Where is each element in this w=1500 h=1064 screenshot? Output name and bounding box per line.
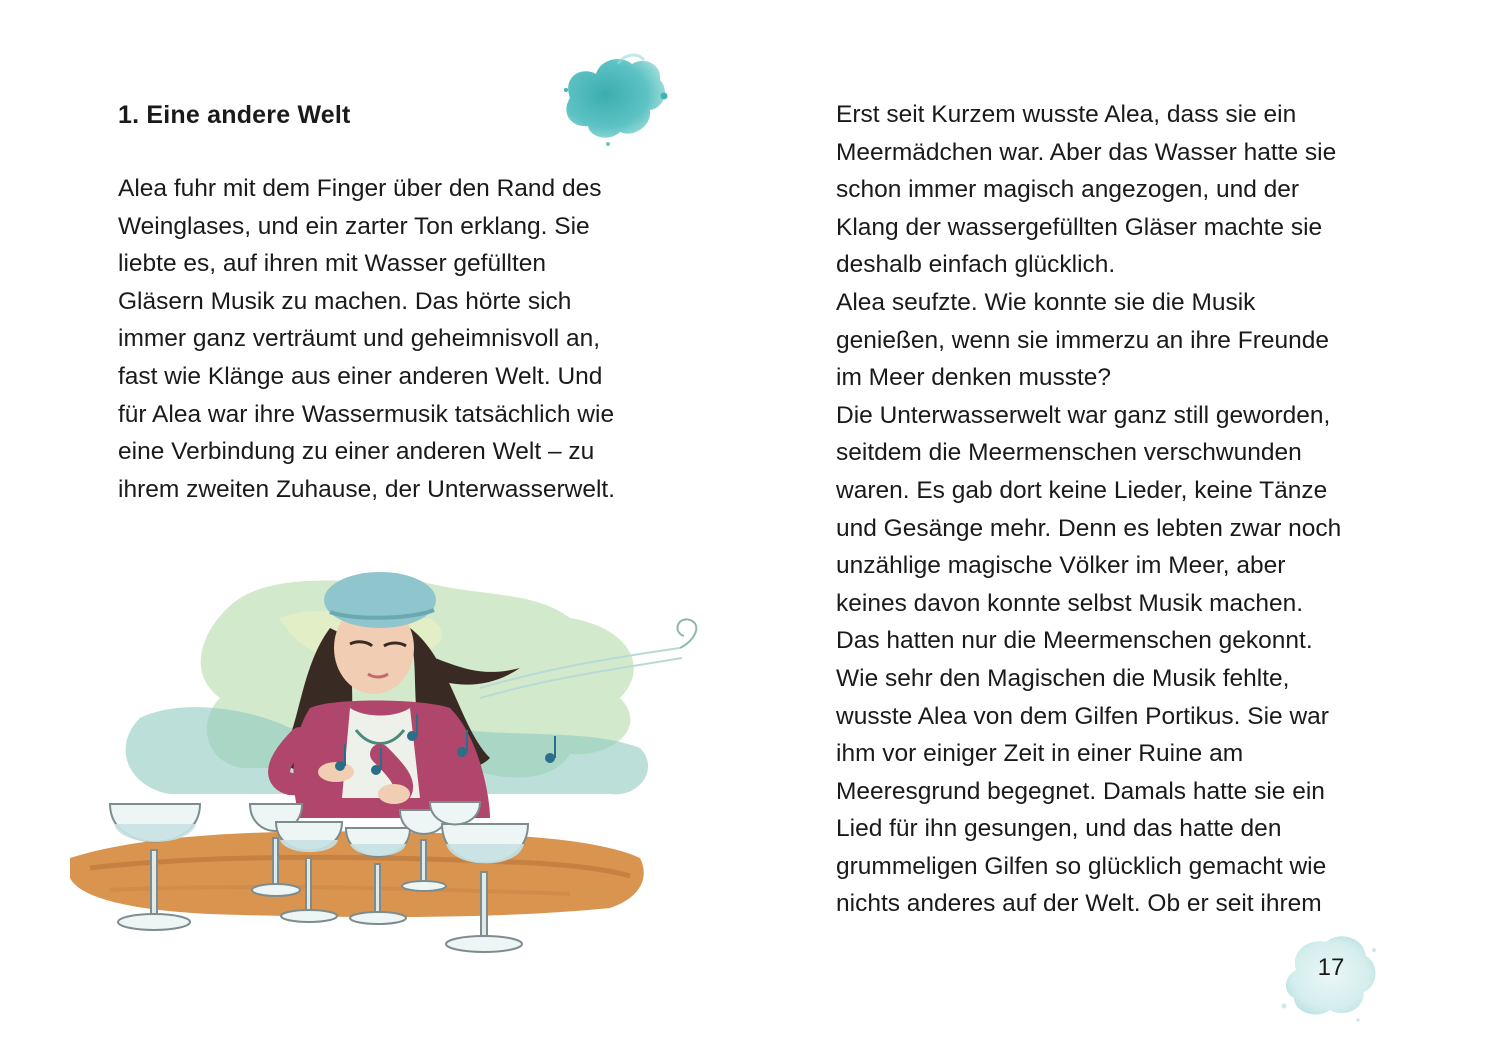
text-line: Alea seufzte. Wie konnte sie die Musik <box>836 288 1256 316</box>
text-line: und Gesänge mehr. Denn es lebten zwar noch <box>836 514 1342 542</box>
chapter-title: 1. Eine andere Welt <box>118 101 351 129</box>
text-line: seitdem die Meermenschen verschwunden <box>836 439 1302 467</box>
turquoise-ink-splash-icon <box>548 46 678 156</box>
text-line: nichts anderes auf der Welt. Ob er seit ihrem <box>836 890 1322 918</box>
text-line: ihrem zweiten Zuhause, der Unterwasserwelt. <box>118 475 616 503</box>
page-number-area <box>1270 920 1390 1030</box>
text-line: keines davon konnte selbst Musik machen. <box>836 589 1304 617</box>
text-line: Klang der wassergefüllten Gläser machte sie <box>836 213 1323 241</box>
text-line: Die Unterwasserwelt war ganz still geworden, <box>836 401 1331 429</box>
text-line: Wie sehr den Magischen die Musik fehlte, <box>836 664 1290 692</box>
text-line: liebte es, auf ihren mit Wasser gefüllten <box>118 250 547 278</box>
text-line: waren. Es gab dort keine Lieder, keine Tänze <box>836 476 1328 504</box>
girl-playing-water-glasses-illustration <box>50 558 710 988</box>
text-line: grummeligen Gilfen so glücklich gemacht wie <box>836 852 1327 880</box>
text-line: genießen, wenn sie immerzu an ihre Freunde <box>836 326 1329 354</box>
text-line: Gläsern Musik zu machen. Das hörte sich <box>118 287 572 315</box>
text-line: Weinglases, und ein zarter Ton erklang. Sie <box>118 212 590 240</box>
text-line: immer ganz verträumt und geheimnisvoll an, <box>118 325 601 353</box>
text-line: schon immer magisch angezogen, und der <box>836 176 1300 204</box>
page-number: 17 <box>1317 954 1345 981</box>
right-page <box>750 0 1500 1064</box>
text-line: wusste Alea von dem Gilfen Portikus. Sie war <box>836 702 1329 730</box>
text-line: Meermädchen war. Aber das Wasser hatte sie <box>836 138 1337 166</box>
text-line: deshalb einfach glücklich. <box>836 251 1116 279</box>
text-line: ihm vor einiger Zeit in einer Ruine am <box>836 740 1244 768</box>
text-line: im Meer denken musste? <box>836 364 1112 392</box>
text-line: Das hatten nur die Meermenschen gekonnt. <box>836 627 1313 655</box>
text-line: eine Verbindung zu einer anderen Welt – zu <box>118 438 595 466</box>
text-line: Erst seit Kurzem wusste Alea, dass sie ein <box>836 101 1297 128</box>
text-line: Alea fuhr mit dem Finger über den Rand des <box>118 175 602 202</box>
text-line: Lied für ihn gesungen, und das hatte den <box>836 815 1282 843</box>
left-page-paragraph <box>118 170 615 508</box>
text-line: unzählige magische Völker im Meer, aber <box>836 552 1286 580</box>
text-line: für Alea war ihre Wassermusik tatsächlich wie <box>118 400 615 428</box>
text-line: fast wie Klänge aus einer anderen Welt. Und <box>118 362 603 390</box>
right-page-paragraph <box>836 96 1341 923</box>
text-line: Meeresgrund begegnet. Damals hatte sie ein <box>836 777 1325 805</box>
